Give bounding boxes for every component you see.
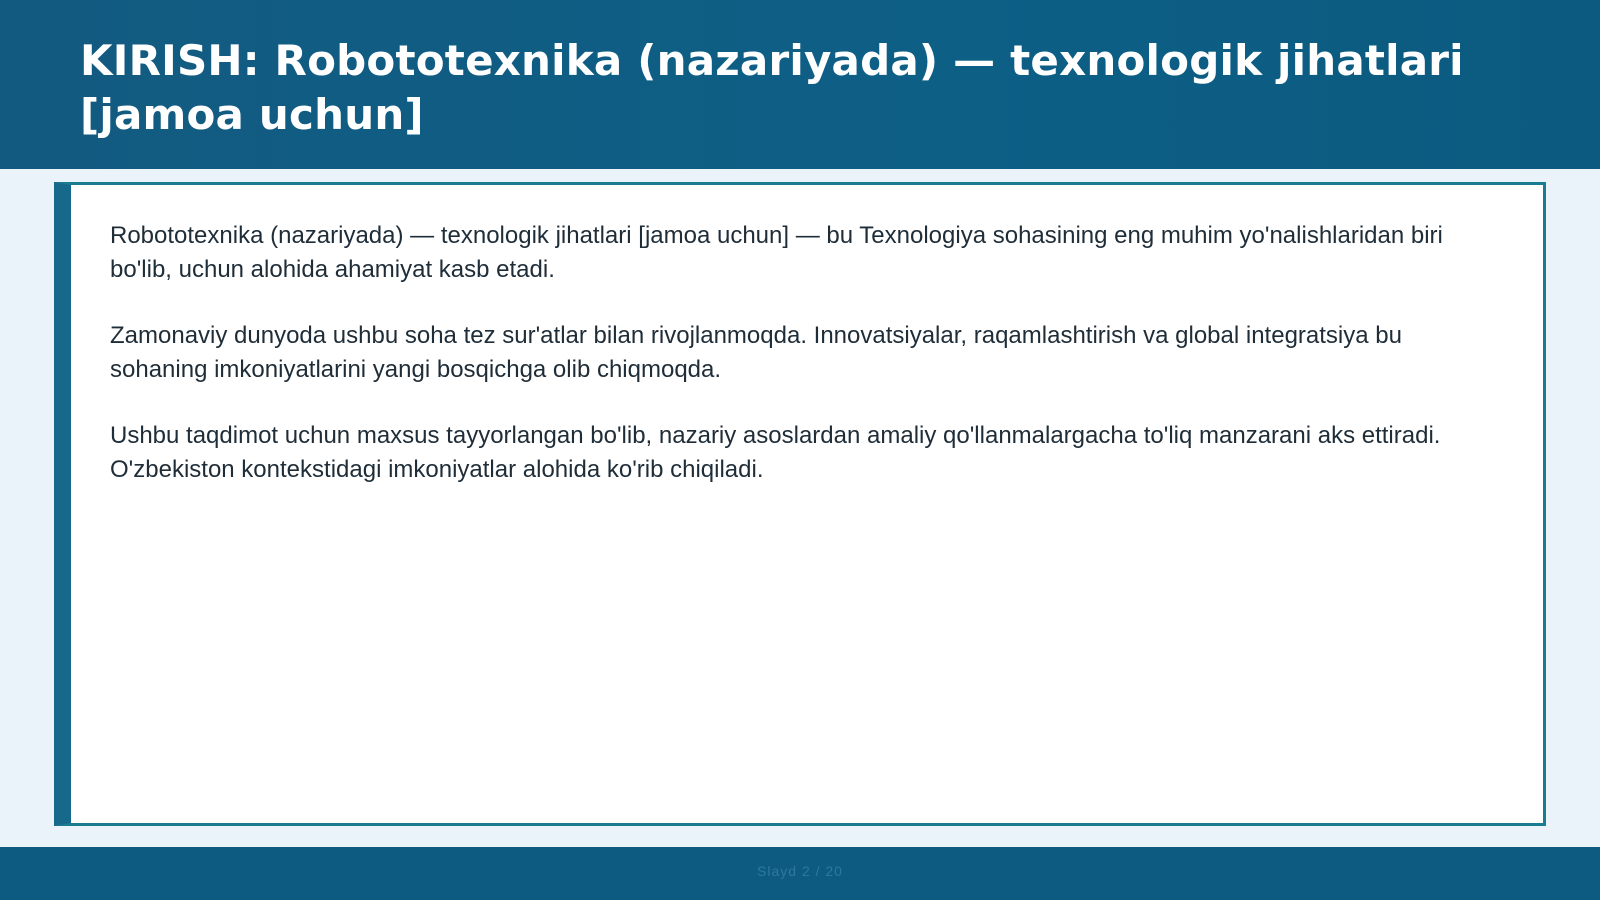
paragraph-modern-world: Zamonaviy dunyoda ushbu soha tez sur'atlar bilan rivojlanmoqda. Innovatsiyalar, raqamlashtirish va global integratsiya bu sohaning imkoniyatlarini yangi bosqichga olib chiqmoqda.: [110, 322, 1402, 383]
paragraph-intro: Robototexnika (nazariyada) — texnologik jihatlari [jamoa uchun] — bu Texnologiya sohasining eng muhim yo'nalishlaridan biri bo'lib, uchun alohida ahamiyat kasb etadi.: [110, 222, 1443, 283]
slide-header: [0, 0, 1600, 169]
content-card: [54, 182, 1546, 826]
slide-number: Slayd 2 / 20: [757, 863, 843, 879]
slide-footer: [0, 847, 1600, 900]
slide-title: KIRISH: Robototexnika (nazariyada) — texnologik jihatlari [jamoa uchun]: [80, 36, 1464, 139]
paragraph-presentation-purpose: Ushbu taqdimot uchun maxsus tayyorlangan bo'lib, nazariy asoslardan amaliy qo'llanmalargacha to'liq manzarani aks ettiradi. O'zbekiston kontekstidagi imkoniyatlar alohida ko'rib chiqiladi.: [110, 422, 1441, 483]
